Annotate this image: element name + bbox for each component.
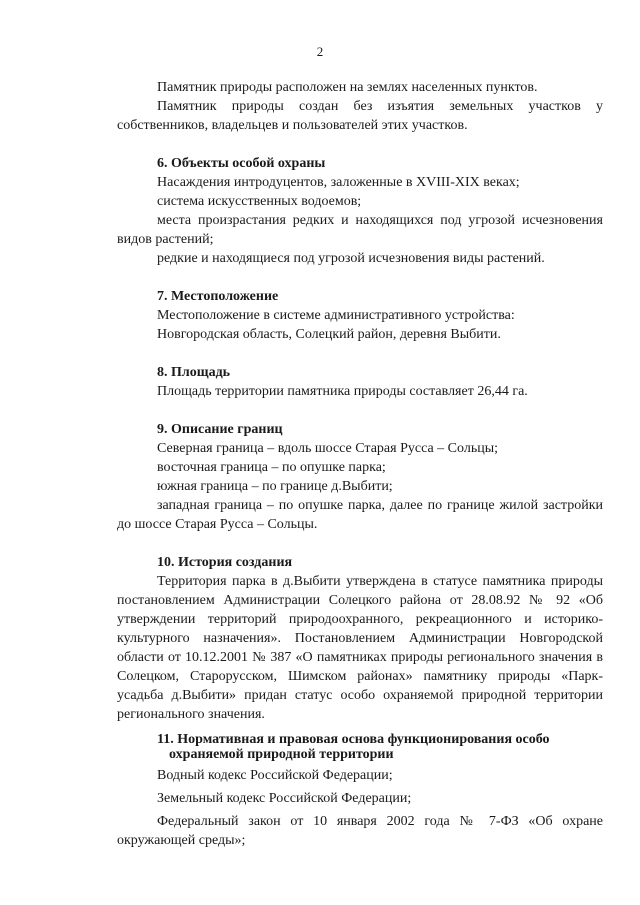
section-6-item: редкие и находящиеся под угрозой исчезновения виды растений. (157, 251, 545, 266)
section-8-item: Площадь территории памятника природы составляет 26,44 га. (157, 384, 528, 399)
section-9-item: Северная граница – вдоль шоссе Старая Русса – Сольцы; (157, 441, 498, 456)
section-9-item: южная граница – по границе д.Выбити; (157, 479, 393, 494)
page-number: 2 (316, 44, 324, 59)
section-11-heading (117, 732, 603, 762)
section-6-item: Насаждения интродуцентов, заложенные в XVIII-XIX веках; (157, 175, 520, 190)
section-11-item: Федеральный закон от 10 января 2002 года № 7-ФЗ «Об охране окружающей среды»; (117, 814, 603, 848)
section-7-item: Новгородская область, Солецкий район, деревня Выбити. (157, 327, 501, 342)
section-11-heading-line-2: охраняемой природной территории (169, 747, 394, 762)
document-body (117, 78, 603, 850)
section-11-heading-line-1: 11. Нормативная и правовая основа функционирования особо (157, 732, 550, 747)
section-7-item: Местоположение в системе административного устройства: (157, 308, 515, 323)
intro-paragraph-1: Памятник природы расположен на землях населенных пунктов. (157, 80, 538, 95)
section-10-text: Территория парка в д.Выбити утверждена в статусе памятника природы постановлением Администрации Солецкого района от 28.08.92 № 92 «Об утверждении территорий природоохранного, рекреационного и историко-культурного назначения». Постановлением Администрации Новгородской области от 10.12.2001 № 387 «О памятниках природы регионального значения в Солецком, Старорусском, Шимском районах» памятнику природы «Парк-усадьба д.Выбити» придан статус особо охраняемой природной территории регионального значения. (117, 574, 603, 722)
section-6-heading: 6. Объекты особой охраны (157, 156, 326, 171)
section-11-item: Водный кодекс Российской Федерации; (157, 768, 393, 783)
section-9-item: западная граница – по опушке парка, далее по границе жилой застройки до шоссе Старая Русса – Сольцы. (117, 498, 603, 532)
section-9-item: восточная граница – по опушке парка; (157, 460, 386, 475)
section-7-heading: 7. Местоположение (157, 289, 279, 304)
section-6-item: места произрастания редких и находящихся под угрозой исчезновения видов растений; (117, 213, 603, 247)
section-8-heading: 8. Площадь (157, 365, 231, 380)
section-6-item: система искусственных водоемов; (157, 194, 362, 209)
section-9-heading: 9. Описание границ (157, 422, 283, 437)
section-11-item: Земельный кодекс Российской Федерации; (157, 791, 412, 806)
intro-paragraph-2: Памятник природы создан без изъятия земельных участков у собственников, владельцев и пользователей этих участков. (117, 99, 603, 133)
section-10-heading: 10. История создания (157, 555, 293, 570)
